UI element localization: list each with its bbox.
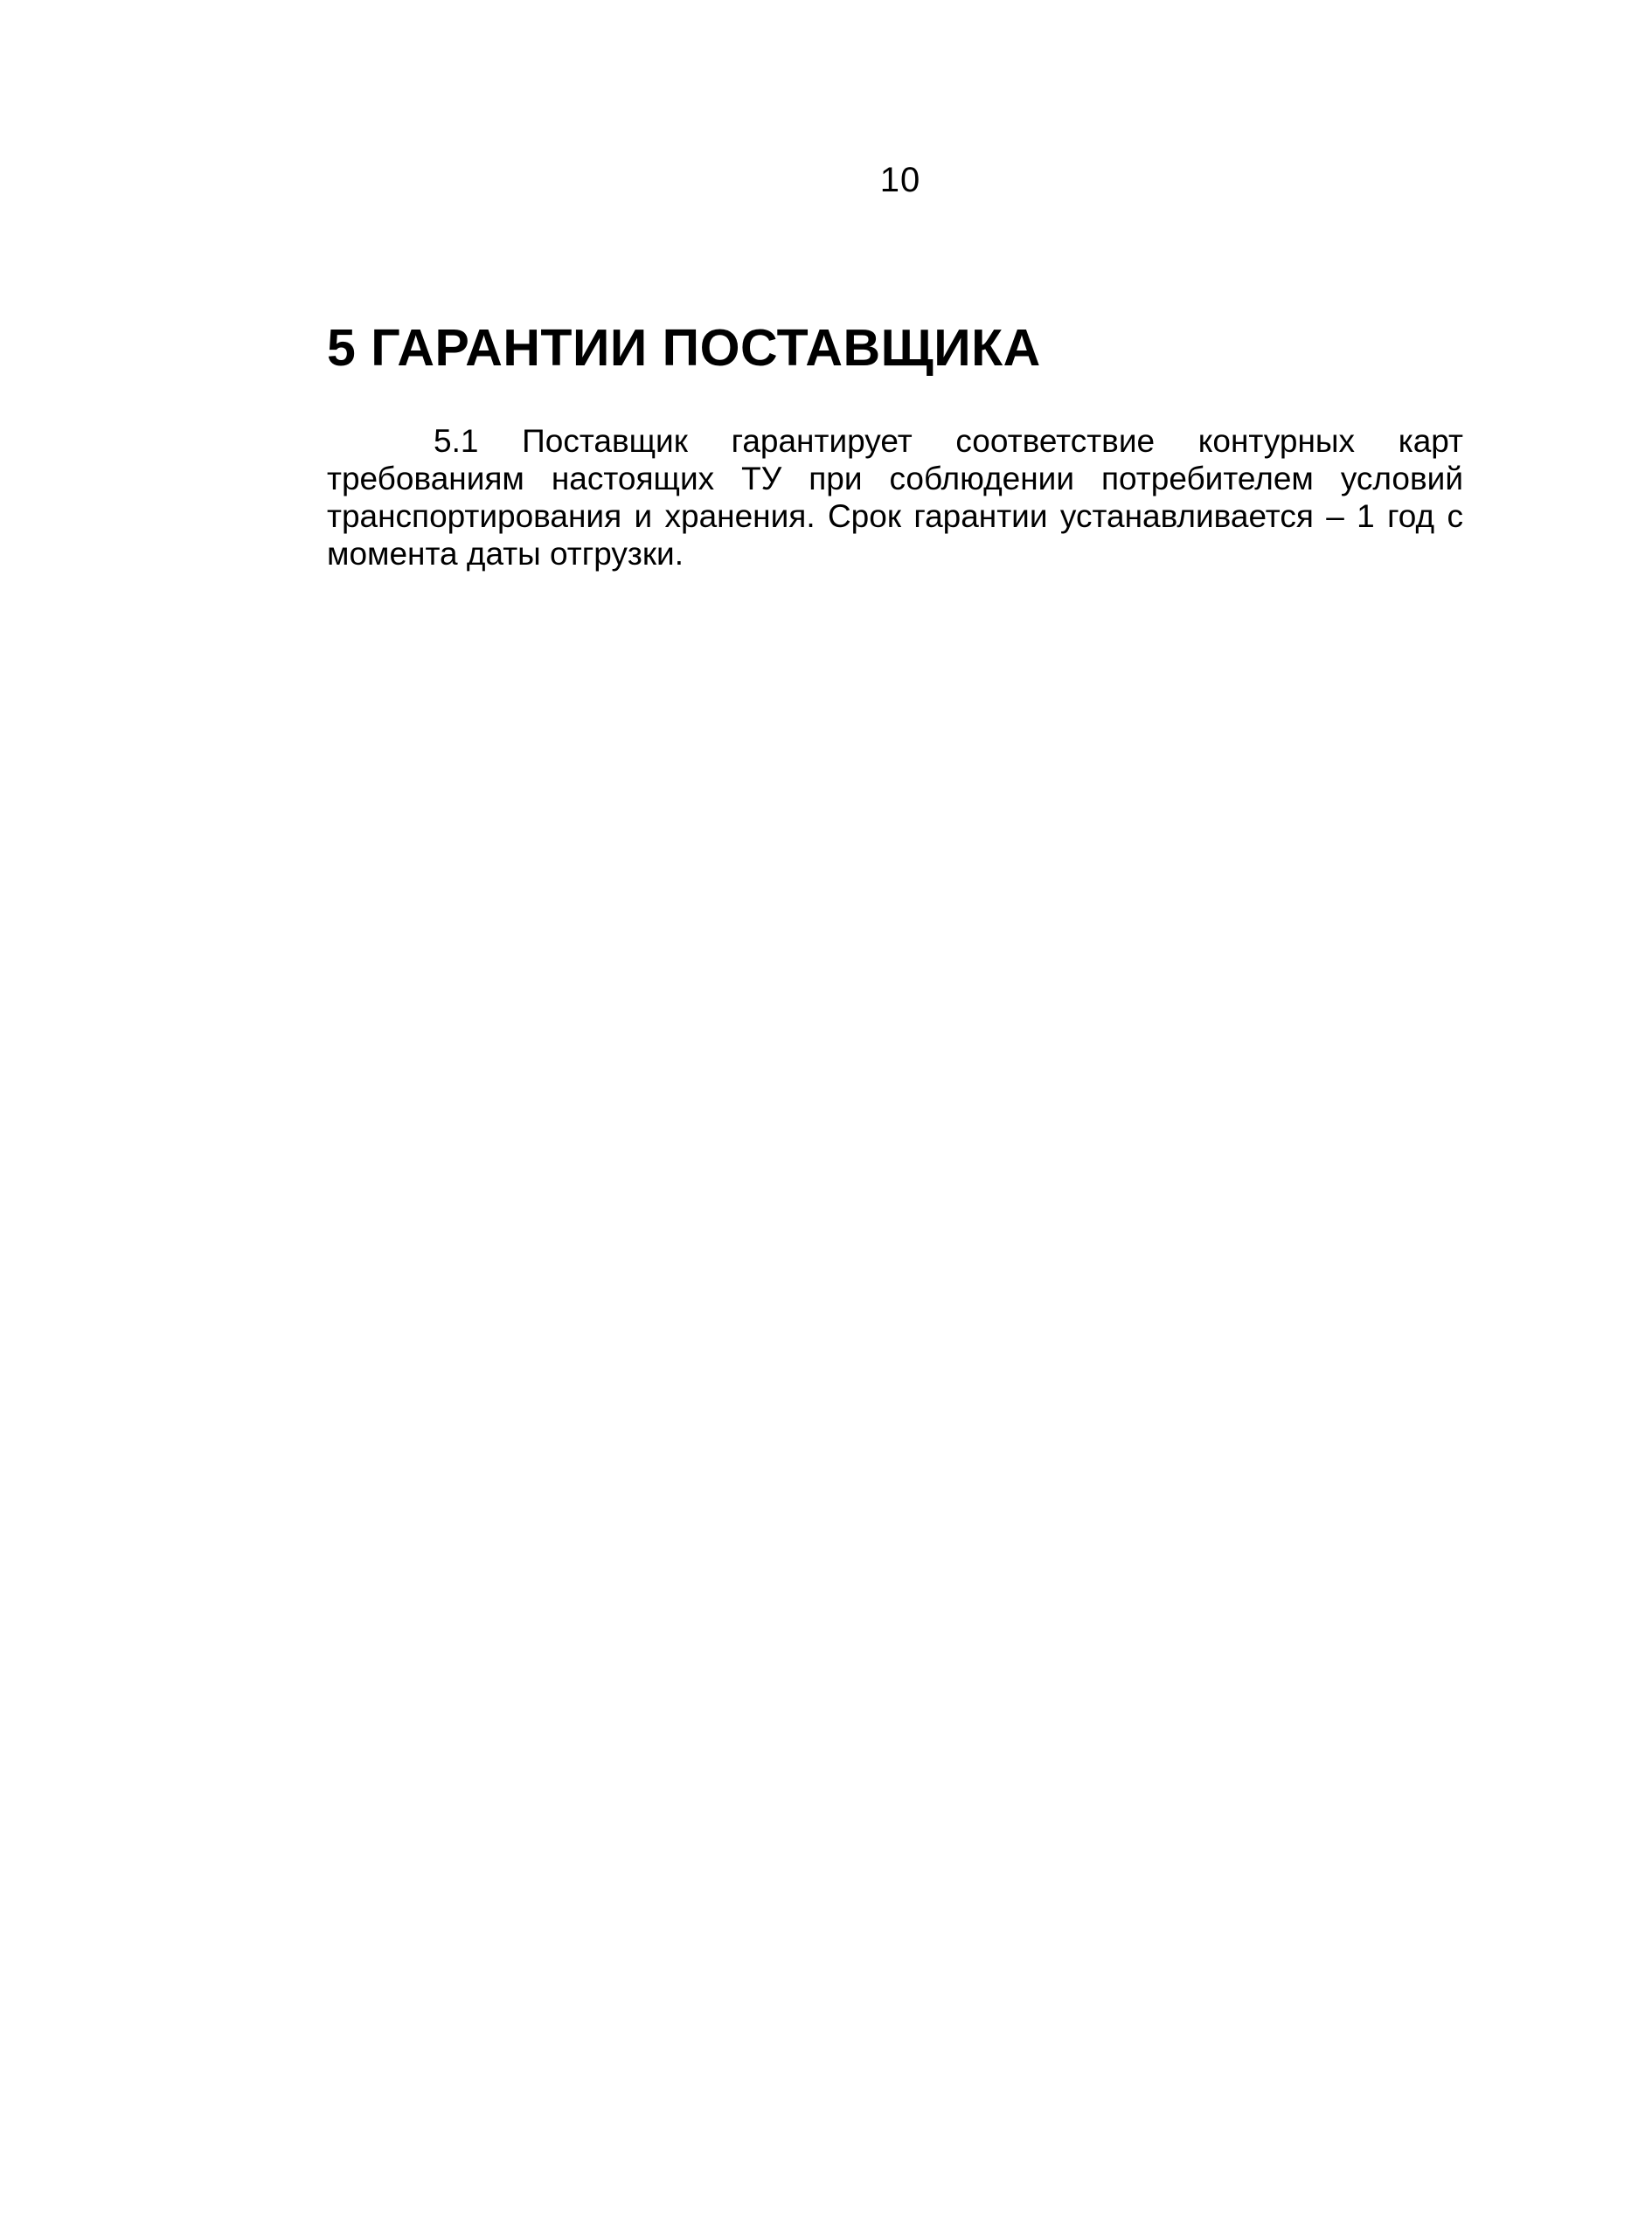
- section-title: 5 ГАРАНТИИ ПОСТАВЩИКА: [327, 319, 1041, 377]
- page-number: 10: [879, 161, 921, 199]
- clause-5-1: 5.1 Поставщик гарантирует соответствие контурных карт требованиям настоящих ТУ при соблюдении потребителем условий транспортирования и хранения. Срок гарантии устанавливается – 1 год с момента даты отгрузки.: [327, 423, 1463, 572]
